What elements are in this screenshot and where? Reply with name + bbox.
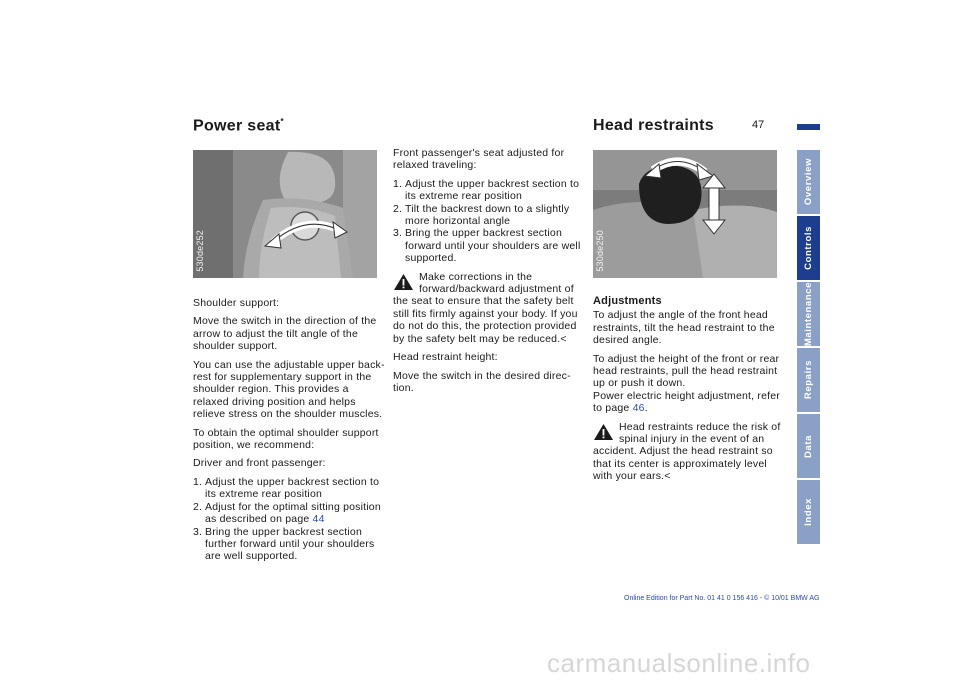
- step-text: Adjust for the optimal sitting position as described on page 44: [205, 500, 381, 526]
- page-number-marker: [797, 124, 820, 130]
- paragraph: Move the switch in the desired direc-tion.: [393, 369, 571, 394]
- step-number: 3.: [193, 525, 203, 538]
- head-restraint-illustration: [593, 150, 777, 278]
- tab-overview[interactable]: Overview: [797, 150, 820, 214]
- list-item: [193, 476, 385, 501]
- list-item: [393, 203, 585, 228]
- watermark: carmanualsonline.info: [547, 648, 811, 678]
- head-restraint-photo: [593, 150, 777, 278]
- tab-controls[interactable]: Controls: [797, 216, 820, 280]
- subheading-adjustments: Adjustments: [593, 295, 662, 307]
- paragraph: You can use the adjustable upper back-rest for supplementary support in the shoulder region. This provides a relaxed driving position and helps relieve stress on the shoulder muscles.: [193, 358, 385, 421]
- end-marker: <: [560, 332, 567, 345]
- tab-index[interactable]: Index: [797, 480, 820, 544]
- image-code: 530de252: [195, 230, 205, 272]
- paragraph: Driver and front passenger:: [193, 457, 326, 470]
- shoulder-support-photo: [193, 150, 377, 278]
- paragraph: To adjust the angle of the front head restraints, tilt the head restraint to the desired angle.: [593, 309, 775, 347]
- paragraph: Head restraint height:: [393, 351, 498, 364]
- paragraph: To adjust the height of the front or rear head restraints, pull the head restraint up or push it down. Power electric height adjustment, refer to page 46.: [593, 352, 780, 415]
- middle-column: [393, 147, 585, 400]
- page-link-44[interactable]: 44: [312, 513, 325, 526]
- paragraph: Front passenger's seat adjusted for relaxed traveling:: [393, 147, 565, 172]
- paragraph: Move the switch in the direction of the arrow to adjust the tilt angle of the shoulder support.: [193, 315, 377, 353]
- step-number: 1.: [393, 177, 403, 190]
- step-text: Bring the upper backrest section further forward until your shoulders are well supported.: [205, 525, 375, 563]
- list-item: [193, 526, 385, 563]
- step-list: [193, 476, 385, 563]
- step-text: Adjust the upper backrest section to its extreme rear position: [205, 475, 380, 501]
- section-title-head-restraints: Head restraints: [593, 117, 714, 134]
- right-column: [593, 295, 785, 489]
- tab-maintenance[interactable]: Maintenance: [797, 282, 820, 346]
- warning-text: Make corrections in the forward/backward adjustment of the seat to ensure that the safety belt still fits firmly against your body. If you do not do this, the protection provided by the safety belt may be reduced.: [393, 270, 578, 345]
- warning-text: Head restraints reduce the risk of spinal injury in the event of an accident. Adjust the head restraint so that its center is approximately level with your ears.: [593, 420, 781, 483]
- list-item: [393, 178, 585, 203]
- paragraph: To obtain the optimal shoulder support position, we recommend:: [193, 426, 379, 452]
- optional-equipment-marker: *: [280, 117, 284, 126]
- step-list: [393, 178, 585, 265]
- step-text: Adjust the upper backrest section to its extreme rear position: [405, 177, 580, 203]
- step-text: Bring the upper backrest section forward until your shoulders are well supported.: [405, 227, 581, 265]
- step-number: 2.: [193, 500, 203, 513]
- chapter-tabs: [797, 150, 820, 546]
- step-number: 2.: [393, 202, 403, 215]
- seat-illustration: [193, 150, 377, 278]
- tab-data[interactable]: Data: [797, 414, 820, 478]
- warning-note: [393, 271, 585, 345]
- end-marker: <: [664, 470, 671, 483]
- list-item: [193, 501, 385, 526]
- step-number: 1.: [193, 475, 203, 488]
- warning-note: [593, 421, 785, 483]
- page-number: 47: [752, 119, 765, 131]
- edition-note: Online Edition for Part No. 01 41 0 156 416 - © 10/01 BMW AG: [624, 595, 820, 602]
- warning-triangle-icon: [393, 273, 414, 291]
- page-link-46[interactable]: 46: [632, 402, 645, 415]
- tab-repairs[interactable]: Repairs: [797, 348, 820, 412]
- list-item: [393, 227, 585, 264]
- warning-triangle-icon: [593, 423, 614, 441]
- left-column: [193, 297, 385, 569]
- section-title-power-seat: Power seat*: [193, 117, 284, 135]
- step-text: Tilt the backrest down to a slightly more horizontal angle: [405, 202, 570, 228]
- image-code: 530de250: [595, 230, 605, 272]
- paragraph: Shoulder support:: [193, 297, 280, 309]
- step-number: 3.: [393, 227, 403, 240]
